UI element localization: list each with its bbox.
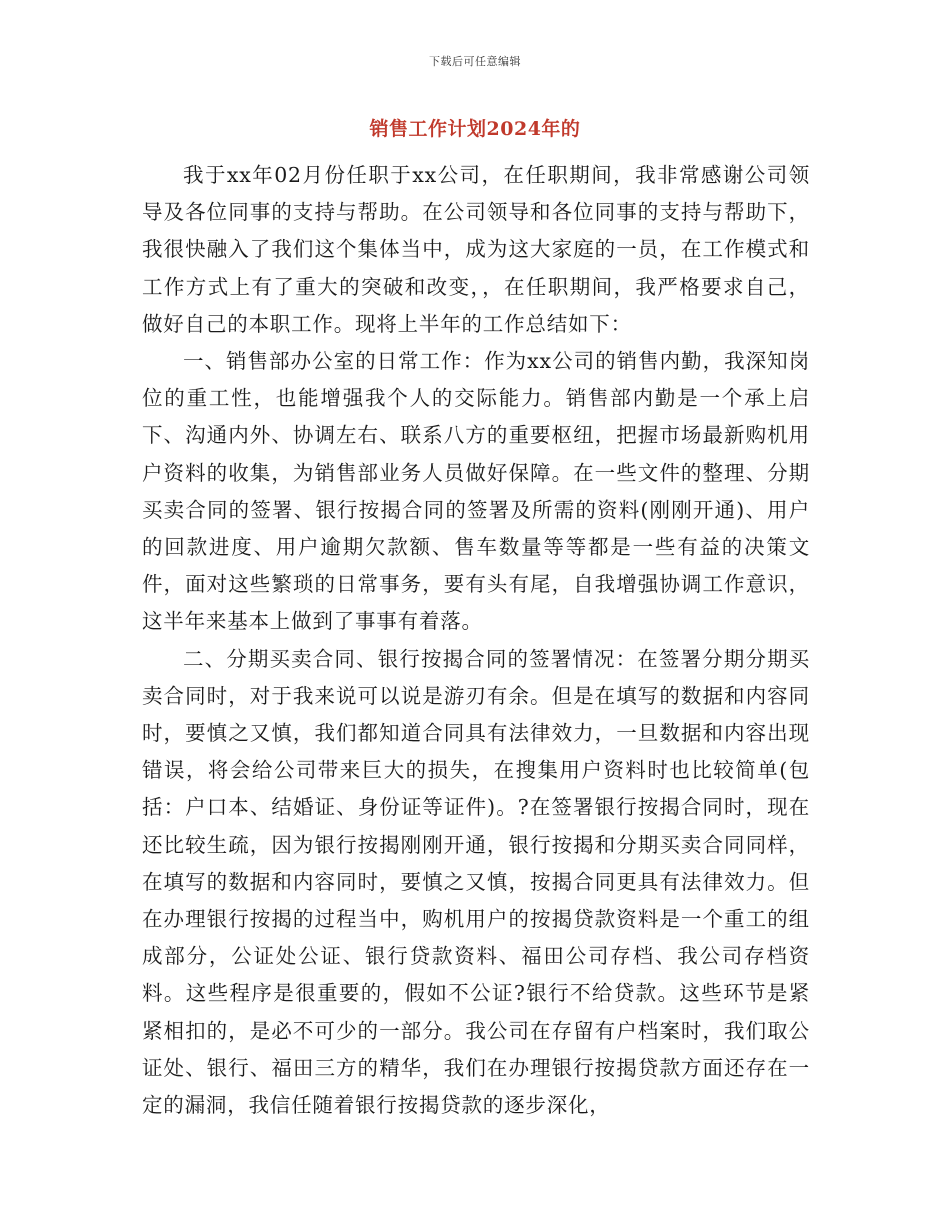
paragraph-section-one: 一、销售部办公室的日常工作：作为xx公司的销售内勤，我深知岗位的重工性，也能增强我个人的交际能力。销售部内勤是一个承上启下、沟通内外、协调左右、联系八方的重要枢纽，把握市场最新购机用户资料的收集，为销售部业务人员做好保障。在一些文件的整理、分期买卖合同的签署、银行按揭合同的签署及所需的资料(刚刚开通)、用户的回款进度、用户逾期欠款额、售车数量等等都是一些有益的决策文件，面对这些繁琐的日常事务，要有头有尾，自我增强协调工作意识，这半年来基本上做到了事事有着落。 — [142, 349, 810, 634]
paragraph-section-two: 二、分期买卖合同、银行按揭合同的签署情况：在签署分期分期买卖合同时，对于我来说可以说是游刃有余。但是在填写的数据和内容同时，要慎之又慎，我们都知道合同具有法律效力，一旦数据和内容出现错误，将会给公司带来巨大的损失，在搜集用户资料时也比较简单(包括：户口本、结婚证、身份证等证件)。?在签署银行按揭合同时，现在还比较生疏，因为银行按揭刚刚开通，银行按揭和分期买卖合同同样，在填写的数据和内容同时，要慎之又慎，按揭合同更具有法律效力。但在办理银行按揭的过程当中，购机用户的按揭贷款资料是一个重工的组成部分，公证处公证、银行贷款资料、福田公司存档、我公司存档资料。这些程序是很重要的，假如不公证?银行不给贷款。这些环节是紧紧相扣的，是必不可少的一部分。我公司在存留有户档案时，我们取公证处、银行、福田三方的精华，我们在办理银行按揭贷款方面还存在一定的漏洞，我信任随着银行按揭贷款的逐步深化， — [142, 646, 810, 1118]
document-body — [142, 157, 810, 1124]
paragraph-intro: 我于xx年02月份任职于xx公司，在任职期间，我非常感谢公司领导及各位同事的支持与帮助。在公司领导和各位同事的支持与帮助下，我很快融入了我们这个集体当中，成为这大家庭的一员，在工作模式和工作方式上有了重大的突破和改变，，在任职期间，我严格要求自己，做好自己的本职工作。现将上半年的工作总结如下： — [142, 163, 810, 336]
header-note: 下载后可任意编辑 — [429, 55, 521, 68]
document-title: 销售工作计划2024年的 — [369, 118, 581, 140]
